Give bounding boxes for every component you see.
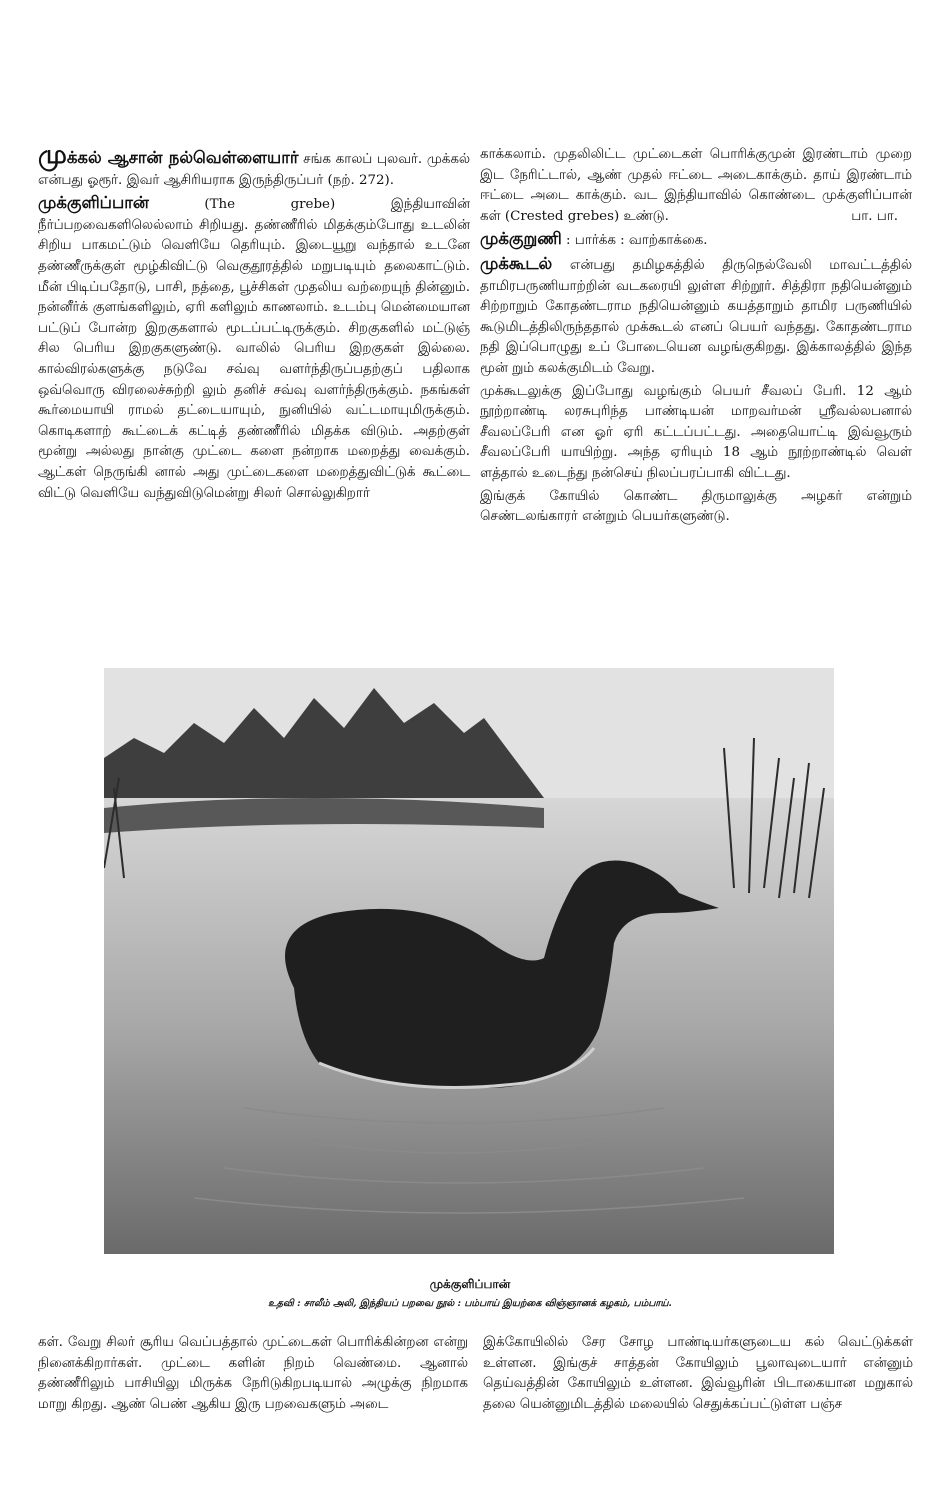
paragraph: இங்குக் கோயில் கொண்ட திருமாலுக்கு அழகர் என்றும் செண்டலங்காரர் என்றும் பெயர்களுண்டு. [480, 488, 912, 525]
right-column [480, 145, 912, 528]
entry-continuation [480, 145, 912, 227]
entry-body: இந்தியாவின் நீர்ப்பறவைகளிலெல்லாம் சிறியது. தண்ணீரில் மிதக்கும்போது உடலின் சிறிய பாகமட்டும் வெளியே தெரியும். இடையூறு வந்தால் உடனே தண்ணீருக்குள் மூழ்கிவிட்டு வெகுதூரத்தில் மறுபடியும் தலைகாட்டும். மீன் பிடிப்பதோடு, பாசி, நத்தை, பூச்சிகள் முதலிய வற்றையுந் தின்னும். நன்னீர்க் குளங்களிலும், ஏரி களிலும் காணலாம். உடம்பு மென்மையான பட்டுப் போன்ற இறகுகளால் மூடப்பட்டிருக்கும். சிறகுகளில் மட்டுஞ் சில பெரிய இறகுகளுண்டு. வாலில் பெரிய இறகுகள் இல்லை. கால்விரல்களுக்கு நடுவே சவ்வு வளர்ந்திருப்பதற்குப் பதிலாக ஒவ்வொரு விரலைச்சுற்றி லும் தனிச் சவ்வு வளர்ந்திருக்கும். நகங்கள் கூர்மையாயி ராமல் தட்டையாயும், நுனியில் வட்டமாயுமிருக்கும். கொடிகளாற் கூட்டைக் கட்டித் தண்ணீரில் மிதக்க விடும். அதற்குள் மூன்று அல்லது நான்கு முட்டை களை நன்றாக மறைத்து வைக்கும். ஆட்கள் நெருங்கி னால் அது முட்டைகளை மறைத்துவிட்டுக் கூட்டை விட்டு வெளியே வந்துவிடுமென்று சிலர் சொல்லுகிறார் [38, 197, 470, 501]
continued-text: காக்கலாம். முதலிலிட்ட முட்டைகள் பொரிக்குமுன் இரண்டாம் முறை இட நேரிட்டால், ஆண் முதல் ஈட்டை அடைகாக்கும். தாய் இரண்டாம் ஈட்டை அடை காக்கும். வட இந்தியாவில் கொண்டை முக்குளிப்பான் கள் (Crested grebes) உண்டு. [480, 147, 912, 224]
paragraph: இக்கோயிலில் சேர சோழ பாண்டியர்களுடைய கல் வெட்டுக்கள் உள்ளன. இங்குச் சாத்தன் கோயிலும் பூலாவுடையார் என்னும் தெய்வத்தின் கோயிலும் உள்ளன. இவ்வூரின் பிடாகையான மறுகால் தலை யென்னுமிடத்தில் மலையில் செதுக்கப்பட்டுள்ள பஞ்ச [483, 1335, 913, 1412]
entry-heading: முக்கூடல் [480, 253, 553, 273]
grebe-drawing [104, 668, 834, 1254]
entry-heading: முக்குறுணி [480, 229, 562, 249]
bottom-right-column [483, 1333, 913, 1415]
entry-mukkuruni [480, 229, 912, 252]
left-column [38, 140, 470, 504]
entry-mukkal-asan [38, 140, 470, 191]
entry-body: என்பது தமிழகத்தில் திருநெல்வேலி மாவட்டத்தில் தாமிரபருணியாற்றின் வடகரையி லுள்ள சிற்றூர். சித்திரா நதியென்னும் சிற்றாறும் கோதண்டராம நதியென்னும் கயத்தாறும் தாமிர பருணியில் கூடுமிடத்திலிருந்ததால் முக்கூடல் எனப் பெயர் வந்தது. கோதண்டராம நதி இப்பொழுது உப் போடையென வழங்குகிறது. இக்காலத்தில் இந்த மூன் றும் கலக்குமிடம் வேறு. [480, 257, 912, 376]
grebe-illustration [104, 668, 834, 1254]
author-signature: பா. பா. [851, 208, 898, 224]
figure-credit: உதவி : சாலீம் அலி, இந்தியப் பறவை நூல் : பம்பாய் இயற்கை விஞ்ஞானக் கழகம், பம்பாய். [268, 1298, 672, 1309]
entry-mukkudal [480, 254, 912, 380]
entry-body: : பார்க்க : வாற்காக்கை. [561, 233, 708, 249]
entry-heading: க்கல் ஆசான் நல்வெள்ளையார் [66, 148, 299, 167]
entry-heading: முக்குளிப்பான் [38, 193, 149, 213]
entry-english-name: (The grebe) [148, 197, 391, 213]
bottom-left-column [38, 1333, 468, 1415]
entry-initial: மு [38, 140, 67, 170]
paragraph: கள். வேறு சிலர் சூரிய வெப்பத்தால் முட்டைகள் பொரிக்கின்றன என்று நினைக்கிறார்கள். முட்டை களின் நிறம் வெண்மை. ஆனால் தண்ணீரிலும் பாசியிலு மிருக்க நேரிடுகிறபடியால் அழுக்கு நிறமாக மாறு கிறது. ஆண் பெண் ஆகிய இரு பறவைகளும் அடை [38, 1335, 468, 1412]
entry-mukkulippan [38, 193, 470, 504]
paragraph: முக்கூடலுக்கு இப்போது வழங்கும் பெயர் சீவலப் பேரி. 12 ஆம் நூற்றாண்டி லரசுபுரிந்த பாண்டியன் மாறவர்மன் ஸ்ரீவல்லபனால் சீவலப்பேரி என ஓர் ஏரி கட்டப்பட்டது. அதையொட்டி இவ்வூரும் சீவலப்பேரி யாயிற்று. அந்த ஏரியும் 18 ஆம் நூற்றாண்டில் வெள் ளத்தால் உடைந்து நன்செய் நிலப்பரப்பாகி விட்டது. [480, 383, 912, 481]
figure-caption: முக்குளிப்பான் [429, 1277, 511, 1291]
entry-body: சங்க காலப் புலவர். முக்கல் என்பது ஓரூர். இவர் ஆசிரியராக இருந்திருப்பர் (நற். 272). [38, 152, 470, 188]
